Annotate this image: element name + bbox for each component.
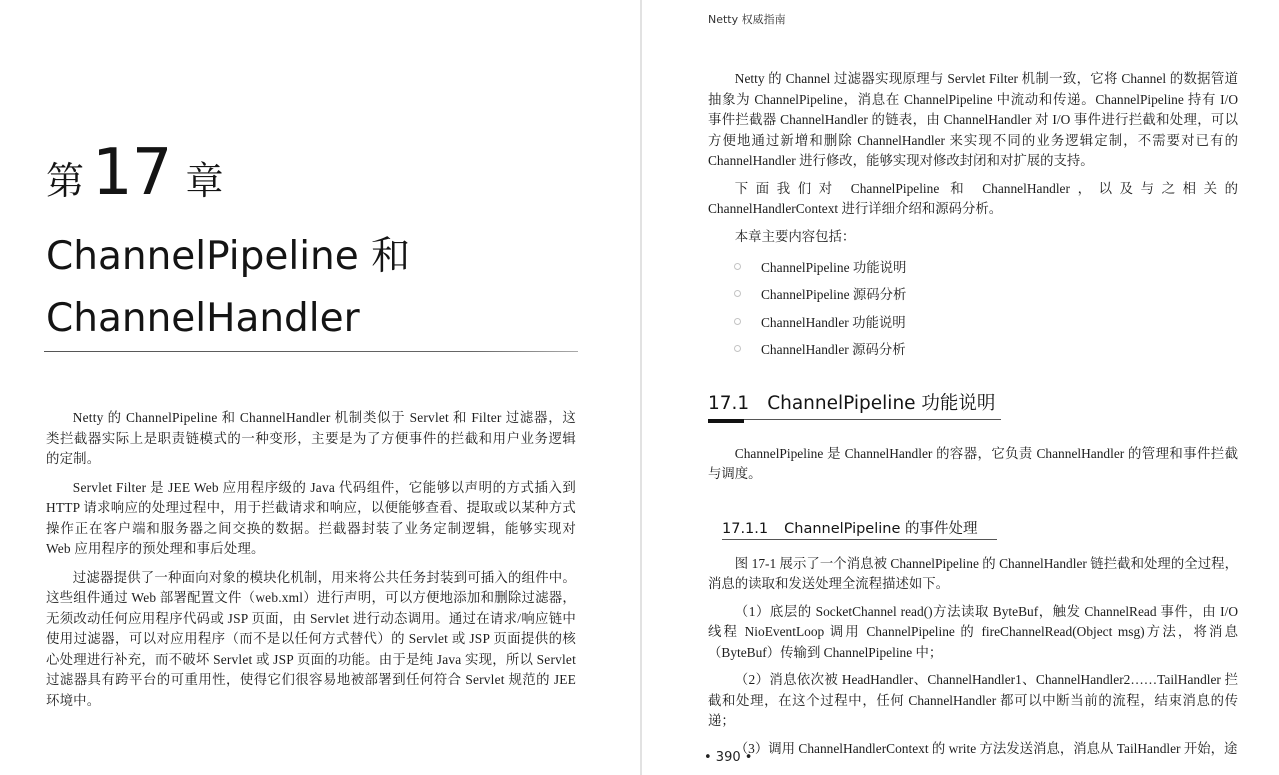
right-page [642,0,1279,775]
chapter-suffix: 章 [185,159,224,203]
circle-bullet-icon [734,290,741,297]
subsection-heading [722,517,997,540]
circle-bullet-icon [734,263,741,270]
body-paragraph: （2）消息依次被 HeadHandler、ChannelHandler1、ChannelHandler2……TailHandler 拦截和处理，在这个过程中，任何 ChannelHandler 都可以中断当前的流程，结束消息的传递； [708,672,1238,728]
section-title: ChannelPipeline 功能说明 [767,392,996,414]
chapter-title-rule [44,351,578,352]
body-paragraph: （3）调用 ChannelHandlerContext 的 write 方法发送消息，消息从 TailHandler 开始，途 [734,740,1238,756]
body-paragraph: 过滤器提供了一种面向对象的模块化机制，用来将公共任务封装到可插入的组件中。这些组件通过 Web 部署配置文件（web.xml）进行声明，可以方便地添加和删除过滤器，无须改动任何应用程序代码或 JSP 页面，由 Servlet 进行动态调用。通过在请求/响应链中使用过滤器，可以对应用程序（而不是以任何方式替代）的 Servlet 或 JSP 页面提供的核心处理进行补充，而不破坏 Servlet 或 JSP 页面的功能。由于是纯 Java 实现，所以 Servlet 过滤器具有跨平台的可重用性，使得它们很容易地被部署到任何符合 Servlet 规范的 JEE 环境中。 [46,569,576,708]
body-paragraph: 下面我们对 ChannelPipeline 和 ChannelHandler，以及与之相关的 ChannelHandlerContext 进行详细介绍和源码分析。 [708,180,1238,216]
list-item [708,308,1238,336]
body-paragraph: Netty 的 Channel 过滤器实现原理与 Servlet Filter 机制一致，它将 Channel 的数据管道抽象为 ChannelPipeline，消息在 ChannelPipeline 中流动和传递。ChannelPipeline 持有 I/O 事件拦截器 ChannelHandler 的链表，由 ChannelHandler 对 I/O 事件进行拦截和处理，可以方便地通过新增和删除 ChannelHandler 来实现不同的业务逻辑定制，不需要对已有的 ChannelHandler 进行修改，能够实现对修改封闭和对扩展的支持。 [708,71,1238,168]
list-item-label: ChannelHandler 源码分析 [761,342,906,358]
list-item [708,253,1238,281]
chapter-title-line-1: ChannelPipeline 和 [46,234,411,279]
body-paragraph: 图 17-1 展示了一个消息被 ChannelPipeline 的 ChannelHandler 链拦截和处理的全过程，消息的读取和发送处理全流程描述如下。 [708,555,1238,591]
list-item-label: ChannelPipeline 源码分析 [761,287,907,303]
chapter-number [46,136,223,210]
chapter-intro [46,408,576,719]
list-item [708,280,1238,308]
circle-bullet-icon [734,318,741,325]
chapter-title [46,226,410,350]
body-paragraph: ChannelPipeline 是 ChannelHandler 的容器，它负责 ChannelHandler 的管理和事件拦截与调度。 [708,445,1238,481]
section-accent-bar [708,419,744,423]
body-paragraph: Netty 的 ChannelPipeline 和 ChannelHandler 机制类似于 Servlet 和 Filter 过滤器，这类拦截器实际上是职责链模式的一种变形，主要是为了方便事件的拦截和用户业务逻辑的定制。 [46,410,576,466]
body-paragraph: （1）底层的 SocketChannel read()方法读取 ByteBuf，触发 ChannelRead 事件，由 I/O 线程 NioEventLoop 调用 ChannelPipeline 的 fireChannelRead(Object msg)方法，将消息（ByteBuf）传输到 ChannelPipeline 中； [708,603,1238,660]
list-item [708,335,1238,363]
section-number: 17.1 [708,392,750,414]
subsection-number: 17.1.1 [722,520,769,537]
list-item-label: ChannelPipeline 功能说明 [761,259,907,275]
page-number: • 390 • [704,750,753,765]
subsection-title: ChannelPipeline 的事件处理 [784,520,978,537]
list-item-label: ChannelHandler 功能说明 [761,314,906,330]
section-heading [708,389,1001,420]
chapter-prefix: 第 [46,159,85,203]
chapter-title-line-2: ChannelHandler [46,296,360,341]
right-page-body [708,69,1238,766]
circle-bullet-icon [734,345,741,352]
chapter-contents-list [708,253,1238,363]
toc-intro: 本章主要内容包括： [734,228,856,244]
running-head: Netty 权威指南 [708,13,786,26]
body-paragraph: Servlet Filter 是 JEE Web 应用程序级的 Java 代码组件，它能够以声明的方式插入到 HTTP 请求响应的处理过程中，用于拦截请求和响应，以便能够查看、提取或以某种方式操作正在客户端和服务器之间交换的数据。拦截器封装了业务定制逻辑，能够实现对 Web 应用程序的预处理和事后处理。 [46,479,576,556]
chapter-number-value: 17 [92,136,172,210]
